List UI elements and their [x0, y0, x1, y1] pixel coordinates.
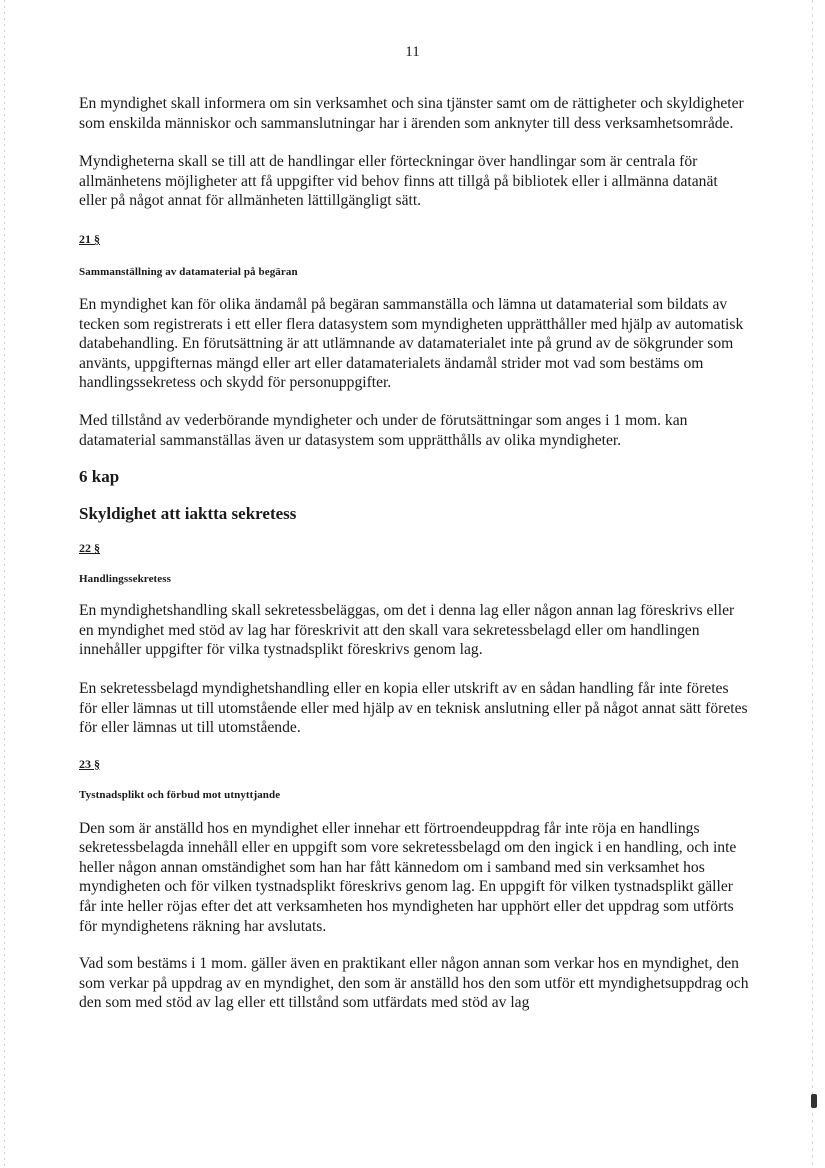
section-heading: Handlingssekretess — [79, 573, 172, 586]
paragraph: Vad som bestäms i 1 mom. gäller även en praktikant eller någon annan som verkar hos en myndighet, den som verkar på uppdrag av en myndighet, den som är anställd hos den som utför ett myndighetsuppdrag och den som med stöd av lag eller ett tillstånd som utfärdats med stöd av lag — [79, 955, 749, 1012]
chapter-title: Skyldighet att iaktta sekretess — [79, 504, 297, 524]
paragraph: En myndighetshandling skall sekretessbeläggas, om det i denna lag eller någon annan lag föreskrivs eller en myndighet med stöd av lag har föreskrivit att den skall vara sekretessbelagd eller om handlingen innehåller uppgifter för vilka tystnadsplikt föreskrivs genom lag. — [79, 602, 735, 659]
section-heading: Sammanställning av datamaterial på begäran — [79, 265, 298, 278]
paragraph: Myndigheterna skall se till att de handlingar eller förteckningar över handlingar som är centrala för allmänhetens möjligheter att få uppgifter vid behov finns att tillgå på bibliotek eller i allmänna datanät eller på något annat för allmänheten lättillgängligt sätt. — [79, 153, 718, 210]
section-number: 21 § — [79, 231, 100, 246]
section-heading: Tystnadsplikt och förbud mot utnyttjande — [79, 788, 281, 801]
paragraph: En sekretessbelagd myndighetshandling eller en kopia eller utskrift av en sådan handling får inte företes för eller lämnas ut till utomstående eller med hjälp av en teknisk anslutning eller på något annat sätt företes för eller lämnas ut till utomstående. — [79, 679, 748, 737]
paragraph: Den som är anställd hos en myndighet eller innehar ett förtroendeuppdrag får inte röja en handlings sekretessbelagda innehåll eller en uppgift som vore sekretessbelagd om den ingick i en handling, och inte heller någon annan omständighet som han har fått kännedom om i samband med sin verksamhet hos myndigheten och för vilken tystnadsplikt föreskrivs genom lag. En uppgift för vilken tystnadsplikt gäller får inte heller röjas efter det att verksamheten hos myndigheten har upphört eller det uppdrag som utförts för myndighetens räkning har avslutats. — [79, 819, 737, 935]
scan-edge-left — [4, 0, 5, 1168]
paragraph: En myndighet kan för olika ändamål på begäran sammanställa och lämna ut datamaterial som bildats av tecken som registrerats i ett eller flera datasystem som myndigheten upprätthåller med hjälp av automatisk databehandling. En förutsättning är att utlämnande av datamaterialet inte på grund av de sökgrunder som använts, uppgifternas mängd eller art eller datamaterialets ändamål strider mot vad som bestäms om handlingssekretess och skydd för personuppgifter. — [79, 295, 744, 392]
document-body — [79, 94, 749, 1013]
page-number: 11 — [405, 44, 420, 60]
scan-mark — [811, 1094, 817, 1108]
chapter-heading: 6 kap — [79, 467, 120, 487]
section-number: 23 § — [79, 756, 100, 771]
section-number: 22 § — [79, 541, 100, 556]
scan-edge-right — [812, 0, 813, 1168]
paragraph: Med tillstånd av vederbörande myndigheter och under de förutsättningar som anges i 1 mom. kan datamaterial sammanställas även ur datasystem som upprätthålls av olika myndigheter. — [79, 411, 688, 449]
paragraph: En myndighet skall informera om sin verksamhet och sina tjänster samt om de rättigheter och skyldigheter som enskilda människor och sammanslutningar har i ärenden som anknyter till dess verksamhetsområde. — [79, 95, 744, 132]
